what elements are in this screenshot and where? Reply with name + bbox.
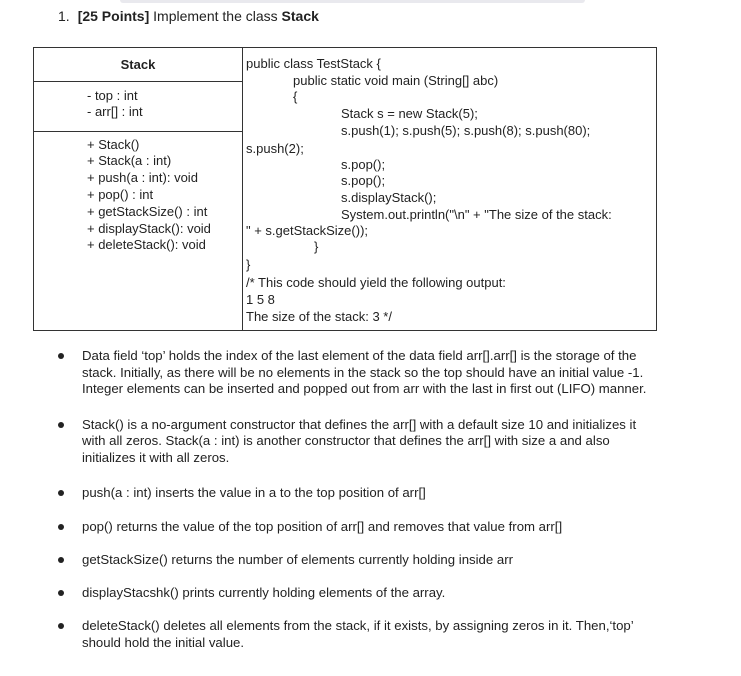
- code-line: " + s.getStackSize());: [246, 223, 369, 238]
- uml-field: - top : int: [87, 88, 138, 103]
- code-line: s.push(2);: [246, 141, 304, 156]
- code-line: }: [246, 257, 251, 272]
- code-line: s.pop();: [341, 173, 386, 188]
- table-divider: [34, 81, 242, 82]
- question-number: 1.: [58, 8, 70, 24]
- list-item: displayStacshk() prints currently holding elements of the array.: [58, 585, 658, 602]
- code-line: /* This code should yield the following output:: [246, 275, 506, 290]
- uml-method: + deleteStack(): void: [87, 237, 206, 252]
- uml-method: + displayStack(): void: [87, 221, 211, 236]
- question-heading: [58, 8, 319, 24]
- list-item: Stack() is a no-argument constructor that defines the arr[] with a default size 10 and initializes it with all zeros. Stack(a : int) is another constructor that defines the arr[] with size a and also initializes it with all zeros.: [58, 417, 658, 467]
- code-line: {: [293, 89, 298, 104]
- code-line: s.push(1); s.push(5); s.push(8); s.push(80);: [341, 123, 591, 138]
- uml-method: + Stack(): [87, 137, 140, 152]
- uml-code-table: [33, 47, 657, 331]
- list-item: Data field ‘top’ holds the index of the last element of the data field arr[].arr[] is the storage of the stack. Initially, as there will be no elements in the stack so the top should have an initial value -1. Integer elements can be inserted and popped out from arr with the last in first out (LIFO) manner.: [58, 348, 658, 398]
- question-class-name: Stack: [281, 8, 319, 24]
- list-item: push(a : int) inserts the value in a to the top position of arr[]: [58, 485, 658, 502]
- question-points: [25 Points]: [77, 8, 150, 24]
- code-line: s.displayStack();: [341, 190, 437, 205]
- code-line: System.out.println("\n" + "The size of the stack:: [341, 207, 612, 222]
- code-line: Stack s = new Stack(5);: [341, 106, 478, 121]
- code-line: public class TestStack {: [246, 56, 381, 71]
- list-item: deleteStack() deletes all elements from the stack, if it exists, by assigning zeros in it. Then,‘top’ should hold the initial value.: [58, 618, 658, 651]
- code-line: 1 5 8: [246, 292, 275, 307]
- code-line: public static void main (String[] abc): [293, 73, 499, 88]
- code-line: s.pop();: [341, 157, 386, 172]
- code-line: }: [314, 239, 319, 254]
- uml-method: + Stack(a : int): [87, 153, 172, 168]
- uml-field: - arr[] : int: [87, 104, 143, 119]
- uml-method: + pop() : int: [87, 187, 154, 202]
- uml-class-name: Stack: [120, 57, 156, 72]
- uml-method: + push(a : int): void: [87, 170, 198, 185]
- list-item: getStackSize() returns the number of elements currently holding inside arr: [58, 552, 658, 569]
- list-item: pop() returns the value of the top position of arr[] and removes that value from arr[]: [58, 519, 658, 536]
- table-divider: [34, 131, 242, 132]
- uml-method: + getStackSize() : int: [87, 204, 208, 219]
- code-line: The size of the stack: 3 */: [246, 309, 392, 324]
- top-scroll-edge: [120, 0, 585, 3]
- question-text: Implement the class: [153, 8, 282, 24]
- requirements-list: [58, 348, 658, 651]
- table-divider: [242, 48, 243, 330]
